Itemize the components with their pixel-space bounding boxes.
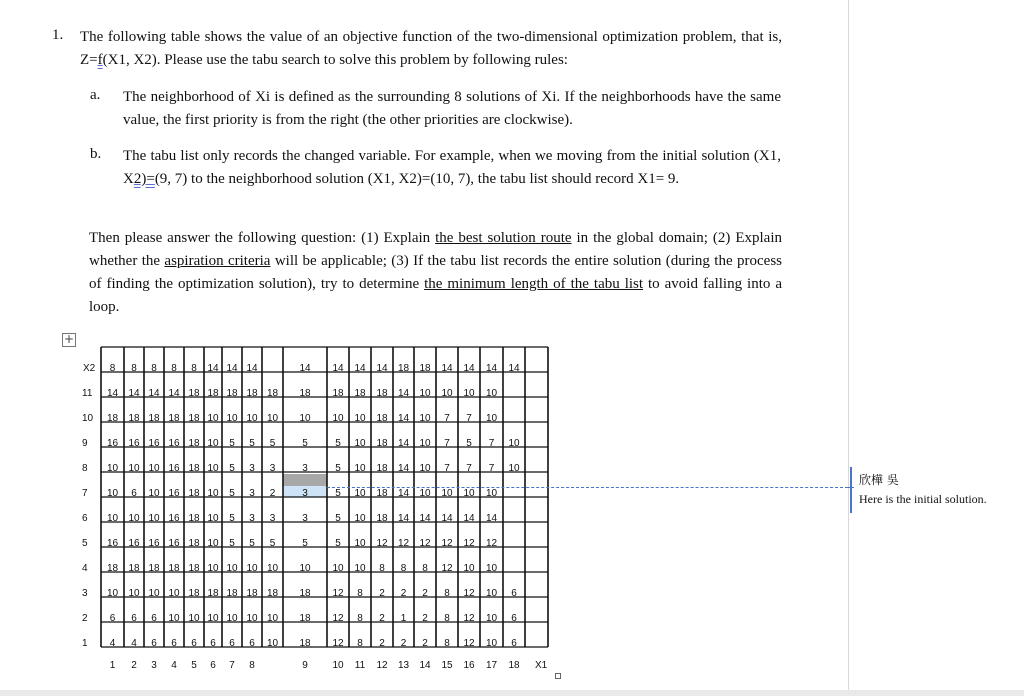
- header-cell: 18: [397, 363, 410, 374]
- table-cell: 5: [335, 438, 341, 449]
- row-label: 8: [82, 463, 88, 474]
- table-cell: 10: [299, 413, 311, 424]
- table-cell: 10: [128, 463, 140, 474]
- column-label: 8: [249, 660, 255, 671]
- table-cell: 10: [354, 513, 366, 524]
- table-cell: 10: [148, 488, 160, 499]
- table-cell: 14: [397, 413, 410, 424]
- table-cell: 10: [354, 488, 366, 499]
- table-cell: 10: [419, 438, 431, 449]
- table-cell: 10: [463, 563, 475, 574]
- column-label: 10: [332, 660, 344, 671]
- table-cell: 12: [441, 538, 453, 549]
- header-cell: 14: [246, 363, 258, 374]
- row-label: 9: [82, 438, 88, 449]
- table-cell: 10: [354, 413, 366, 424]
- table-cell: 6: [131, 488, 137, 499]
- table-cell: 5: [302, 538, 308, 549]
- table-cell: 18: [188, 538, 200, 549]
- table-cell: 18: [299, 638, 311, 649]
- table-cell: 14: [397, 513, 410, 524]
- table-cell: 8: [357, 613, 363, 624]
- table-cell: 14: [168, 388, 180, 399]
- rule-b-letter: b.: [90, 146, 102, 162]
- table-cell: 10: [246, 613, 258, 624]
- table-cell: 10: [463, 388, 475, 399]
- table-cell: 14: [397, 488, 410, 499]
- table-cell: 16: [148, 538, 160, 549]
- table-cell: 6: [151, 613, 157, 624]
- table-cell: 14: [485, 513, 498, 524]
- table-cell: 10: [106, 513, 119, 524]
- table-cell: 18: [188, 413, 200, 424]
- table-move-handle-icon[interactable]: +: [63, 332, 75, 346]
- table-cell: 6: [511, 588, 517, 599]
- table-cell: 2: [400, 638, 407, 649]
- table-cell: 18: [299, 613, 311, 624]
- column-label: 4: [171, 660, 177, 671]
- table-cell: 10: [266, 613, 279, 624]
- table-cell: 2: [379, 638, 385, 649]
- table-cell: 10: [128, 513, 140, 524]
- table-cell: 10: [463, 488, 475, 499]
- table-cell: 12: [332, 613, 344, 624]
- table-cell: 12: [441, 563, 453, 574]
- table-cell: 8: [444, 613, 450, 624]
- rule-a-text: The neighborhood of Xi is defined as the surrounding 8 solutions of Xi. If the neighborhoods have the same value, the first priority is from the right (the other priorities are clockwise).: [123, 89, 781, 128]
- table-cell: 12: [463, 638, 475, 649]
- table-cell: 18: [266, 388, 279, 399]
- table-cell: 8: [444, 588, 450, 599]
- table-cell: 18: [246, 388, 258, 399]
- table-cell: 5: [335, 463, 341, 474]
- table-cell: 18: [188, 563, 200, 574]
- table-cell: 8: [357, 588, 363, 599]
- table-cell: 18: [226, 588, 238, 599]
- column-label: 12: [376, 660, 388, 671]
- table-cell: 18: [299, 588, 311, 599]
- table-cell: 18: [299, 388, 311, 399]
- table-cell: 18: [188, 513, 200, 524]
- table-cell: 10: [207, 413, 219, 424]
- column-label: 14: [419, 660, 431, 671]
- table-cell: 16: [148, 438, 160, 449]
- column-label: 15: [441, 660, 453, 671]
- table-cell: 6: [511, 613, 517, 624]
- table-cell: 3: [249, 513, 255, 524]
- table-cell: 18: [354, 388, 366, 399]
- table-cell: 10: [148, 513, 160, 524]
- aspiration-criteria-link: aspiration criteria: [164, 253, 271, 269]
- table-cell: 10: [332, 563, 344, 574]
- table-cell: 4: [131, 638, 137, 649]
- table-cell: 10: [419, 488, 431, 499]
- header-cell: 8: [131, 363, 137, 374]
- table-cell: 10: [299, 563, 311, 574]
- row-label: 6: [82, 513, 88, 524]
- table-cell: 3: [302, 463, 308, 474]
- table-cell: 16: [168, 538, 180, 549]
- table-cell: 10: [148, 588, 160, 599]
- table-cell: 10: [168, 588, 180, 599]
- table-cell: 10: [207, 613, 219, 624]
- table-cell: 5: [335, 488, 341, 499]
- row-label: 10: [82, 413, 94, 424]
- table-cell: 18: [188, 588, 200, 599]
- x1-axis-label: X1: [535, 660, 548, 671]
- table-cell: 5: [229, 513, 235, 524]
- table-cell: 16: [106, 538, 119, 549]
- table-cell: 7: [488, 463, 495, 474]
- table-cell: 12: [485, 538, 498, 549]
- column-label: 7: [229, 660, 235, 671]
- table-cell: 18: [376, 488, 388, 499]
- table-cell: 10: [246, 563, 258, 574]
- table-cell: 10: [266, 638, 279, 649]
- table-cell: 6: [171, 638, 177, 649]
- table-cell: 10: [354, 538, 366, 549]
- table-cell: 12: [419, 538, 431, 549]
- table-cell: 10: [354, 463, 366, 474]
- table-cell: 18: [148, 413, 160, 424]
- table-cell: 8: [422, 563, 428, 574]
- table-cell: 18: [168, 413, 180, 424]
- table-cell: 12: [332, 638, 344, 649]
- table-cell: 16: [106, 438, 119, 449]
- column-label: 17: [485, 660, 498, 671]
- column-label: 3: [151, 660, 157, 671]
- table-cell: 10: [188, 613, 200, 624]
- table-cell: 2: [379, 588, 385, 599]
- question-intro: The following table shows the value of an objective function of the two-dimensional optimization problem, that is, Z=f(X1, X2). Please use the tabu search to solve this problem by following rules:: [80, 29, 782, 68]
- column-label: 11: [354, 660, 366, 671]
- header-cell: 8: [109, 363, 116, 374]
- column-label: 13: [397, 660, 410, 671]
- table-cell: 10: [485, 413, 498, 424]
- table-cell: 6: [511, 638, 517, 649]
- table-cell: 10: [207, 438, 219, 449]
- table-cell: 16: [168, 488, 180, 499]
- table-cell: 2: [400, 588, 407, 599]
- table-cell: 10: [207, 513, 219, 524]
- table-cell: 10: [419, 388, 431, 399]
- table-cell: 16: [168, 513, 180, 524]
- header-cell: 14: [485, 363, 498, 374]
- table-cell: 10: [419, 413, 431, 424]
- row-label: 4: [82, 563, 88, 574]
- question-number: 1.: [52, 27, 64, 43]
- table-cell: 2: [379, 613, 385, 624]
- table-cell: 2: [422, 588, 428, 599]
- table-cell: 5: [229, 488, 235, 499]
- table-cell: 5: [229, 463, 235, 474]
- best-solution-route-link: the best solution route: [435, 230, 572, 246]
- table-cell: 5: [466, 438, 472, 449]
- table-cell: 10: [485, 388, 498, 399]
- table-cell: 10: [485, 563, 498, 574]
- table-cell: 5: [335, 538, 341, 549]
- table-cell: 10: [106, 488, 119, 499]
- table-cell: 14: [397, 463, 410, 474]
- header-cell: 14: [463, 363, 475, 374]
- table-cell: 10: [168, 613, 180, 624]
- table-cell: 18: [246, 588, 258, 599]
- table-cell: 3: [302, 513, 308, 524]
- header-cell: 14: [508, 363, 520, 374]
- table-cell: 10: [485, 588, 498, 599]
- table-cell: 5: [229, 538, 235, 549]
- table-cell: 14: [128, 388, 140, 399]
- table-cell: 14: [106, 388, 119, 399]
- table-cell: 10: [441, 388, 453, 399]
- table-cell: 12: [397, 538, 410, 549]
- column-label: 5: [191, 660, 197, 671]
- header-cell: 14: [441, 363, 453, 374]
- table-cell: 12: [463, 588, 475, 599]
- table-cell: 18: [188, 488, 200, 499]
- header-cell: 14: [299, 363, 311, 374]
- header-cell: 14: [332, 363, 344, 374]
- table-cell: 16: [128, 538, 140, 549]
- column-label: 16: [463, 660, 475, 671]
- table-cell: 10: [106, 463, 119, 474]
- table-cell: 18: [376, 388, 388, 399]
- table-cell: 10: [419, 463, 431, 474]
- table-cell: 14: [419, 513, 431, 524]
- comment-margin-panel: [848, 0, 1024, 696]
- table-cell: 10: [226, 613, 238, 624]
- table-cell: 18: [106, 563, 119, 574]
- header-cell: 14: [207, 363, 219, 374]
- table-cell: 10: [207, 538, 219, 549]
- table-cell: 10: [106, 588, 119, 599]
- table-cell: 3: [249, 488, 255, 499]
- table-cell: 18: [332, 388, 344, 399]
- table-cell: 18: [207, 388, 219, 399]
- table-cell: 14: [397, 438, 410, 449]
- header-cell: 14: [354, 363, 366, 374]
- header-cell: 8: [171, 363, 177, 374]
- table-cell: 14: [397, 388, 410, 399]
- table-cell: 10: [266, 563, 279, 574]
- table-cell: 6: [249, 638, 255, 649]
- row-label: 5: [82, 538, 88, 549]
- table-cell: 18: [376, 438, 388, 449]
- table-cell: 14: [148, 388, 160, 399]
- table-cell: 18: [188, 388, 200, 399]
- table-cell: 18: [266, 588, 279, 599]
- table-cell: 6: [210, 638, 216, 649]
- table-cell: 5: [335, 513, 341, 524]
- table-cell: 10: [148, 463, 160, 474]
- table-cell: 18: [188, 438, 200, 449]
- table-cell: 18: [128, 413, 140, 424]
- table-cell: 8: [444, 638, 450, 649]
- table-cell: 10: [485, 638, 498, 649]
- table-cell: 10: [207, 563, 219, 574]
- comment-author[interactable]: 欣樺 吳: [859, 473, 899, 487]
- table-cell: 4: [109, 638, 116, 649]
- table-cell: 10: [332, 413, 344, 424]
- table-cell: 10: [441, 488, 453, 499]
- table-cell: 7: [444, 463, 450, 474]
- table-cell: 10: [226, 413, 238, 424]
- column-label: 1: [109, 660, 116, 671]
- table-cell: 10: [508, 438, 520, 449]
- table-cell: 16: [168, 463, 180, 474]
- table-cell: 10: [128, 588, 140, 599]
- min-tabu-length-link: the minimum length of the tabu list: [424, 276, 644, 292]
- table-cell: 2: [269, 488, 276, 499]
- table-cell: 18: [376, 463, 388, 474]
- table-cell: 16: [168, 438, 180, 449]
- table-cell: 5: [249, 538, 255, 549]
- rule-a-letter: a.: [90, 87, 101, 103]
- page-bottom-gap: [0, 690, 1024, 696]
- table-cell: 7: [466, 463, 472, 474]
- table-cell: 7: [444, 413, 450, 424]
- table-cell: 12: [332, 588, 344, 599]
- table-cell: 5: [269, 538, 276, 549]
- table-cell: 10: [226, 563, 238, 574]
- column-label: 6: [210, 660, 216, 671]
- table-cell: 10: [485, 613, 498, 624]
- header-cell: 14: [376, 363, 388, 374]
- table-cell: 18: [148, 563, 160, 574]
- table-cell: 18: [106, 413, 119, 424]
- table-cell: 3: [249, 463, 255, 474]
- table-cell: 12: [463, 538, 475, 549]
- table-cell: 6: [109, 613, 116, 624]
- table-cell: 8: [400, 563, 407, 574]
- followup-question: Then please answer the following question: (1) Explain the best solution route in the global domain; (2) Explain whether the aspiration criteria will be applicable; (3) If the tabu list records the entire solution (during the process of finding the optimization solution), try to determine the minimum length of the tabu list to avoid falling into a loop.: [89, 230, 783, 315]
- table-cell: 5: [249, 438, 255, 449]
- table-cell: 6: [229, 638, 235, 649]
- table-cell: 5: [302, 438, 308, 449]
- table-cell: 10: [207, 488, 219, 499]
- table-cell: 6: [131, 613, 137, 624]
- table-cell: 10: [207, 463, 219, 474]
- table-cell: 3: [269, 513, 276, 524]
- table-cell: 10: [266, 413, 279, 424]
- table-cell: 10: [508, 463, 520, 474]
- table-cell: 7: [444, 438, 450, 449]
- table-cell: 8: [357, 638, 363, 649]
- table-cell: 16: [128, 438, 140, 449]
- x2-axis-label: X2: [83, 363, 96, 374]
- row-label: 1: [82, 638, 88, 649]
- table-cell: 18: [128, 563, 140, 574]
- table-cell: 5: [229, 438, 235, 449]
- column-label: 9: [302, 660, 308, 671]
- header-cell: 8: [191, 363, 197, 374]
- header-cell: 18: [419, 363, 431, 374]
- header-cell: 14: [226, 363, 238, 374]
- table-cell: 3: [269, 463, 276, 474]
- table-cell: 14: [441, 513, 453, 524]
- table-cell: 18: [376, 513, 388, 524]
- comment-marker-bar: [850, 467, 852, 513]
- comment-connector-line: [327, 487, 848, 488]
- table-resize-handle[interactable]: [555, 673, 561, 679]
- rule-b-text: The tabu list only records the changed variable. For example, when we moving from the initial solution (X1, X2)=(9, 7) to the neighborhood solution (X1, X2)=(10, 7), the tabu list should record X1= 9.: [123, 148, 781, 187]
- row-label: 7: [82, 488, 88, 499]
- table-cell: 2: [422, 613, 428, 624]
- table-cell: 6: [191, 638, 197, 649]
- table-cell: 10: [246, 413, 258, 424]
- column-label: 18: [508, 660, 520, 671]
- highlight-gray-cell: [283, 474, 327, 486]
- table-cell: 18: [376, 413, 388, 424]
- table-cell: 10: [354, 438, 366, 449]
- table-cell: 3: [302, 488, 308, 499]
- table-cell: 18: [226, 388, 238, 399]
- table-cell: 18: [188, 463, 200, 474]
- table-cell: 7: [466, 413, 472, 424]
- column-label: 2: [131, 660, 137, 671]
- table-cell: 14: [463, 513, 475, 524]
- header-cell: 8: [151, 363, 157, 374]
- table-cell: 2: [422, 638, 428, 649]
- comment-text[interactable]: Here is the initial solution.: [859, 492, 987, 506]
- table-cell: 10: [354, 563, 366, 574]
- row-label: 11: [82, 388, 93, 399]
- table-cell: 7: [488, 438, 495, 449]
- table-cell: 12: [463, 613, 475, 624]
- table-cell: 8: [379, 563, 385, 574]
- table-cell: 1: [400, 613, 407, 624]
- table-cell: 6: [151, 638, 157, 649]
- table-cell: 18: [168, 563, 180, 574]
- table-cell: 10: [485, 488, 498, 499]
- row-label: 3: [82, 588, 88, 599]
- table-cell: 18: [207, 588, 219, 599]
- row-label: 2: [82, 613, 88, 624]
- table-cell: 5: [269, 438, 276, 449]
- table-cell: 12: [376, 538, 388, 549]
